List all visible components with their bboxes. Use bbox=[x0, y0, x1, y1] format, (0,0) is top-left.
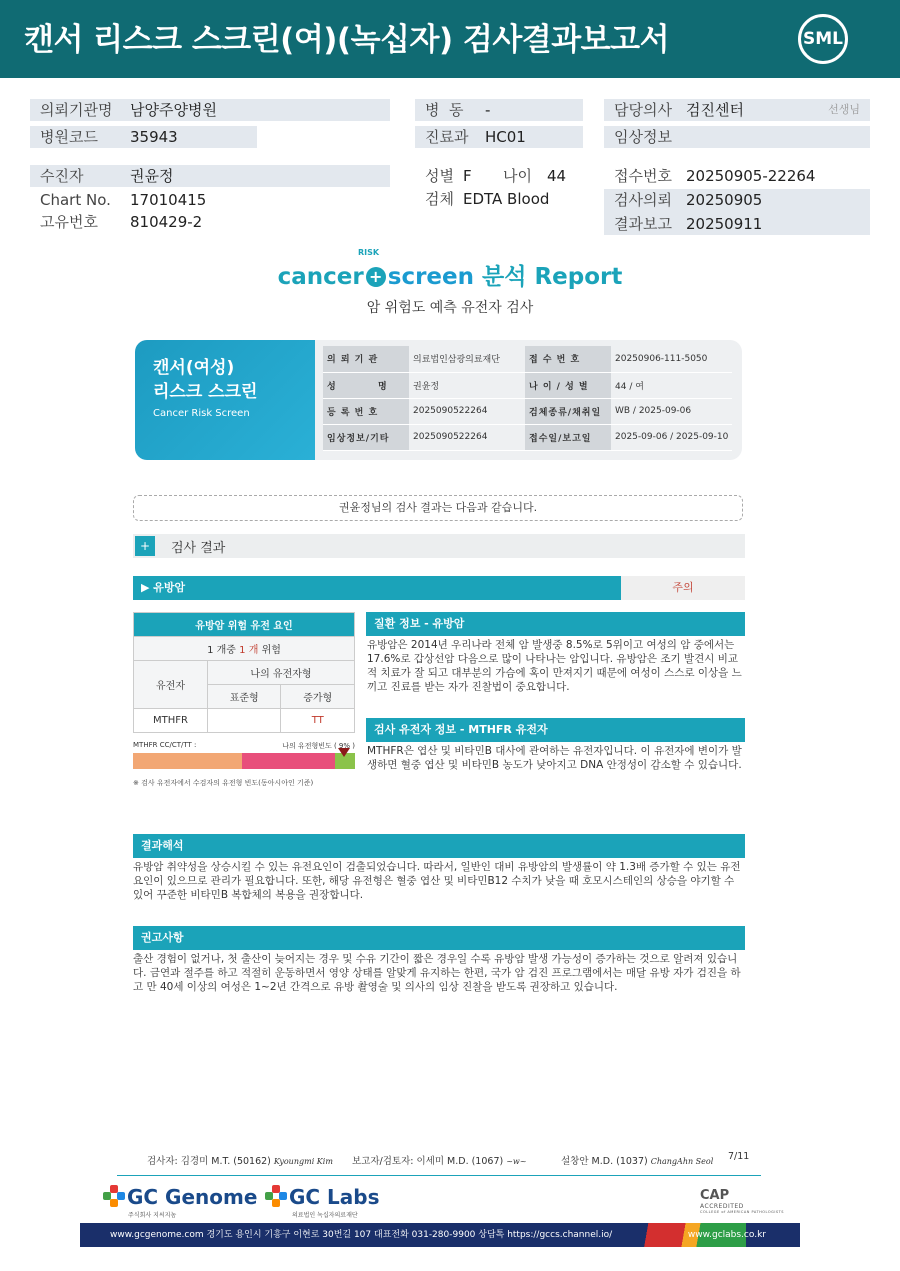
card-value: 2025090522264 bbox=[409, 424, 525, 450]
disease-info-header: 질환 정보 - 유방암 bbox=[366, 612, 745, 636]
table-row bbox=[134, 637, 355, 661]
reporter-signature-image: ~w~ bbox=[506, 1157, 527, 1166]
status-badge: 주의 bbox=[621, 576, 745, 600]
patient-label: 수진자 bbox=[40, 167, 84, 185]
code-row bbox=[30, 126, 257, 148]
age-label: 나이 bbox=[503, 167, 532, 185]
risk-tag: RISK bbox=[358, 248, 380, 257]
patient-row bbox=[30, 165, 390, 187]
doctor-suffix: 선생님 bbox=[828, 103, 860, 116]
doctor-value: 검진센터 bbox=[686, 101, 744, 119]
my-genotype-marker-icon bbox=[338, 748, 350, 757]
sex-age-row bbox=[415, 165, 583, 187]
logo-cancer-text: cancer bbox=[277, 264, 364, 290]
col-gene-header: 유전자 bbox=[134, 661, 208, 709]
folder-icon: + bbox=[135, 536, 155, 556]
table-row bbox=[323, 372, 732, 398]
clinical-row bbox=[604, 126, 870, 148]
card-label: 성 명 bbox=[323, 372, 409, 398]
ward-row bbox=[415, 99, 583, 121]
request-result-block bbox=[604, 189, 870, 235]
table-row bbox=[323, 346, 732, 372]
risk-count-post: 위험 bbox=[261, 645, 281, 656]
gc-labs-text: GC Labs bbox=[289, 1185, 380, 1209]
disease-info-text: 유방암은 2014년 우리나라 전체 암 발생중 8.5%로 5위이고 여성의 암 중에서는 17.6%로 갑상선암 다음으로 많이 나타나는 암입니다. 유방암은 조기 발견시 비교적 치료가 잘 되고 대부분의 가슴에 혹이 만져지기 때문에 여성이 스스로 이상을 느끼고 진료를 받는 자가 진찰법이 중요합니다. bbox=[367, 639, 742, 693]
col-my-header: 나의 유전자형 bbox=[208, 661, 355, 685]
distribution-labels bbox=[133, 741, 355, 749]
hospital-value: 남양주양병원 bbox=[130, 101, 217, 119]
specimen-label: 검체 bbox=[425, 190, 454, 208]
table-row bbox=[134, 613, 355, 637]
result-label: 결과보고 bbox=[614, 215, 672, 233]
table-row bbox=[134, 709, 355, 733]
dist-segment-cc bbox=[133, 753, 242, 769]
card-value: 44 / 여 bbox=[611, 372, 732, 398]
sex-label: 성별 bbox=[425, 167, 454, 185]
card-title-ko: 캔서(여성) 리스크 스크린 bbox=[153, 358, 258, 402]
cap-sub2: COLLEGE of AMERICAN PATHOLOGISTS bbox=[700, 1210, 784, 1214]
footer-contact: www.gcgenome.com 경기도 용인시 기흥구 이현로 30번길 107 대표전화 031-280-9900 상담톡 https://gccs.channel.io/ bbox=[110, 1230, 613, 1240]
uid-row bbox=[30, 211, 390, 233]
hospital-label: 의뢰기관명 bbox=[40, 101, 113, 119]
gc-labs-sub: 의료법인 녹십자의료재단 bbox=[292, 1212, 358, 1219]
result-intro: 권윤정님의 검사 결과는 다음과 같습니다. bbox=[133, 495, 743, 521]
card-value: 2025090522264 bbox=[409, 398, 525, 424]
dept-row bbox=[415, 126, 583, 148]
dist-label-left: MTHFR CC/CT/TT : bbox=[133, 741, 197, 749]
card-banner bbox=[135, 340, 315, 460]
dist-label-right: 나의 유전형빈도 ( 9% ) bbox=[282, 742, 355, 750]
uid-value: 810429-2 bbox=[130, 213, 203, 231]
third-name: 설창안 M.D. (1037) bbox=[561, 1156, 648, 1167]
gc-cross-icon bbox=[103, 1185, 125, 1207]
card-label: 등 록 번 호 bbox=[323, 398, 409, 424]
cap-text: CAP bbox=[700, 1188, 730, 1203]
gc-genome-sub: 주식회사 지씨지놈 bbox=[128, 1212, 177, 1219]
risk-count-pre: 1 개중 bbox=[207, 645, 236, 656]
cancer-screen-logo bbox=[0, 258, 900, 291]
col-std-header: 표준형 bbox=[208, 685, 281, 709]
card-label: 나 이 / 성 별 bbox=[525, 372, 611, 398]
doctor-label: 담당의사 bbox=[614, 101, 672, 119]
section-title: 검사 결과 bbox=[171, 541, 226, 556]
cap-accredited-logo bbox=[700, 1188, 784, 1214]
card-title-en: Cancer Risk Screen bbox=[153, 408, 250, 419]
hospital-row bbox=[30, 99, 390, 121]
reporter-signature bbox=[352, 1153, 526, 1167]
third-signature-image: ChangAhn Seol bbox=[650, 1157, 714, 1166]
logo-report-text: 분석 Report bbox=[482, 264, 623, 290]
gc-cross-icon bbox=[265, 1185, 287, 1207]
request-label: 검사의뢰 bbox=[614, 191, 672, 209]
page-number: 7/11 bbox=[728, 1151, 750, 1162]
footer-divider bbox=[117, 1175, 761, 1176]
uid-label: 고유번호 bbox=[40, 213, 98, 231]
recommendation-header: 권고사항 bbox=[133, 926, 745, 950]
age-value: 44 bbox=[547, 167, 567, 185]
report-subtitle: 암 위험도 예측 유전자 검사 bbox=[366, 300, 534, 316]
dept-value: HC01 bbox=[485, 128, 526, 146]
report-header bbox=[0, 0, 900, 78]
gene-table-title: 유방암 위험 유전 요인 bbox=[134, 613, 355, 637]
card-value: WB / 2025-09-06 bbox=[611, 398, 732, 424]
risk-count-num: 1 개 bbox=[239, 645, 259, 656]
recommendation-text: 출산 경험이 없거나, 첫 출산이 늦어지는 경우 및 수유 기간이 짧은 경우일 수록 유방암 발생 가능성이 증가하는 것으로 알려져 있습니다. 금연과 절주를 하고 적절히 운동하면서 영양 상태를 알맞게 유지하는 한편, 국가 암 검진 프로그램에서는 매달 유방 자가 검진을 하고 만 40세 이상의 여성은 1~2년 간격으로 유방 촬영술 및 의사의 임상 진찰을 받도록 권장하고 있습니다. bbox=[133, 953, 741, 993]
col-inc-header: 증가형 bbox=[281, 685, 355, 709]
cap-sub: ACCREDITED bbox=[700, 1203, 744, 1210]
card-value: 권윤정 bbox=[409, 372, 525, 398]
gene-info-text: MTHFR은 엽산 및 비타민B 대사에 관여하는 유전자입니다. 이 유전자에 변이가 발생하면 혈중 엽산 및 비타민B 농도가 낮아지고 DNA 안정성이 감소할 수 있습니다. bbox=[367, 745, 742, 771]
logo-cross-icon: + bbox=[366, 267, 386, 287]
receipt-value: 20250905-22264 bbox=[686, 167, 816, 185]
card-value: 의료법인삼광의료재단 bbox=[409, 346, 525, 372]
ward-value: - bbox=[485, 101, 491, 119]
card-label: 검체종류/채취일 bbox=[525, 398, 611, 424]
tester-signature bbox=[147, 1153, 333, 1167]
request-value: 20250905 bbox=[686, 191, 763, 209]
footer-website: www.gclabs.co.kr bbox=[687, 1230, 766, 1240]
tester-name: 검사자: 김경미 M.T. (50162) bbox=[147, 1156, 271, 1167]
card-value: 2025-09-06 / 2025-09-10 bbox=[611, 424, 732, 450]
frequency-footnote: ※ 검사 유전자에서 수검자의 유전형 빈도(동아시아인 기준) bbox=[133, 779, 314, 787]
logo-screen-text: screen bbox=[387, 264, 474, 290]
gene-name: MTHFR bbox=[134, 709, 208, 733]
interpretation-text: 유방암 취약성을 상승시킬 수 있는 유전요인이 검출되었습니다. 따라서, 일반인 대비 유방암의 발생률이 약 1.3배 증가할 수 있는 유전요인이 있으므로 관리가 필요합니다. 또한, 해당 유전형은 혈중 엽산 및 비타민B12 수치가 낮을 때 호모시스테인의 상승을 야기할 수 있어 꾸준한 비타민B 복합체의 복용을 권장합니다. bbox=[133, 861, 741, 901]
receipt-row bbox=[604, 165, 870, 187]
cancer-type-bar: ▶ 유방암 bbox=[133, 576, 621, 600]
receipt-label: 접수번호 bbox=[614, 167, 672, 185]
dist-segment-ct bbox=[242, 753, 335, 769]
card-label: 의 뢰 기 관 bbox=[323, 346, 409, 372]
table-row bbox=[134, 661, 355, 685]
card-label: 접수일/보고일 bbox=[525, 424, 611, 450]
table-row bbox=[323, 398, 732, 424]
card-info-table bbox=[323, 346, 732, 451]
summary-card bbox=[135, 340, 742, 460]
section-header bbox=[133, 534, 745, 558]
sex-value: F bbox=[463, 167, 472, 185]
gene-std-value bbox=[208, 709, 281, 733]
interpretation-header: 결과해석 bbox=[133, 834, 745, 858]
genotype-frequency-bar bbox=[133, 753, 355, 769]
specimen-value: EDTA Blood bbox=[463, 190, 550, 208]
gc-labs-logo bbox=[265, 1185, 380, 1209]
clinical-label: 임상정보 bbox=[614, 128, 672, 146]
gene-risk-table bbox=[133, 612, 355, 733]
gene-inc-value: TT bbox=[281, 709, 355, 733]
code-value: 35943 bbox=[130, 128, 178, 146]
gc-genome-text: GC Genome bbox=[127, 1185, 258, 1209]
chart-label: Chart No. bbox=[40, 191, 111, 209]
table-row bbox=[323, 424, 732, 450]
sml-logo: SML bbox=[798, 14, 848, 64]
reporter-name: 보고자/검토자: 이세미 M.D. (1067) bbox=[352, 1156, 504, 1167]
risk-count bbox=[134, 637, 355, 661]
tester-signature-image: Kyoungmi Kim bbox=[273, 1157, 333, 1166]
card-label: 접 수 번 호 bbox=[525, 346, 611, 372]
specimen-row bbox=[415, 188, 583, 210]
chart-value: 17010415 bbox=[130, 191, 207, 209]
patient-value: 권윤정 bbox=[130, 167, 174, 185]
chart-row bbox=[30, 189, 390, 211]
gene-info-header: 검사 유전자 정보 - MTHFR 유전자 bbox=[366, 718, 745, 742]
doctor-row bbox=[604, 99, 870, 121]
code-label: 병원코드 bbox=[40, 128, 98, 146]
footer-bar bbox=[80, 1223, 800, 1247]
ward-label: 병 동 bbox=[425, 101, 464, 119]
result-value: 20250911 bbox=[686, 215, 763, 233]
report-title: 캔서 리스크 스크린(여)(녹십자) 검사결과보고서 bbox=[24, 22, 670, 58]
third-signature bbox=[561, 1153, 713, 1167]
gc-genome-logo bbox=[103, 1185, 257, 1209]
card-label: 임상정보/기타 bbox=[323, 424, 409, 450]
dept-label: 진료과 bbox=[425, 128, 469, 146]
card-value: 20250906-111-5050 bbox=[611, 346, 732, 372]
